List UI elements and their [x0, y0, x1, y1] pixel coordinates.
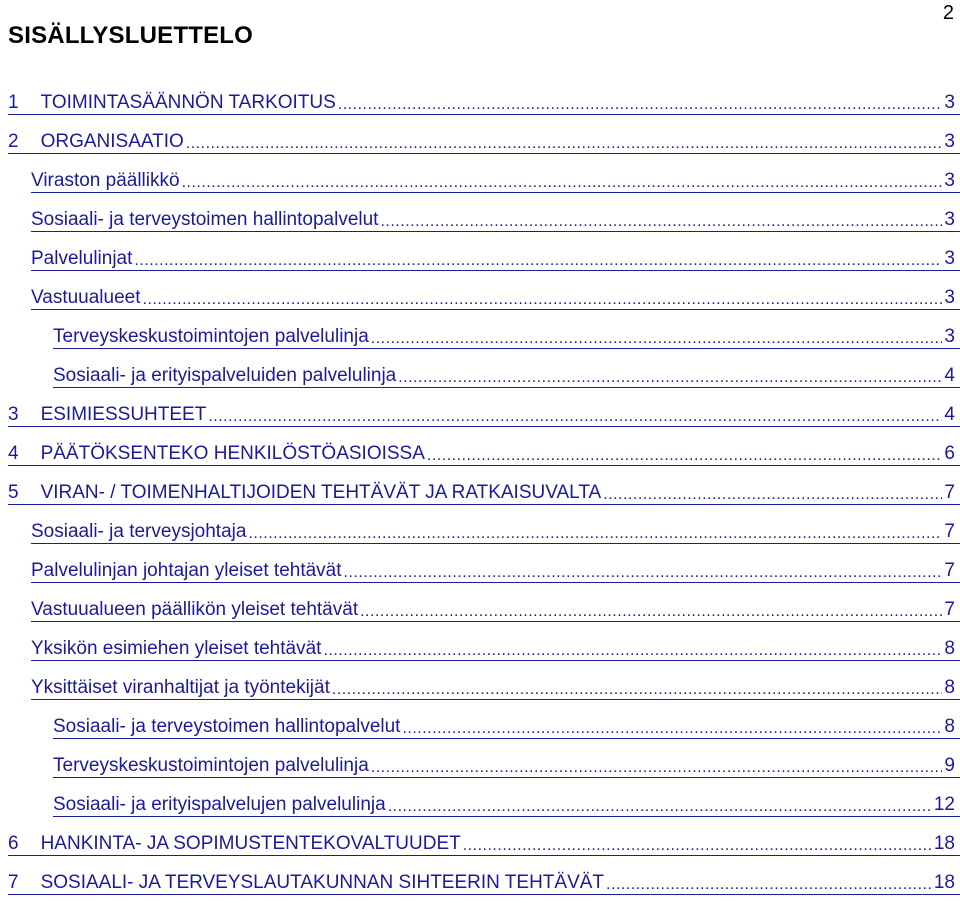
toc-entry-link[interactable]: [31, 560, 960, 583]
toc-entry-leader: [371, 330, 943, 348]
toc-entry[interactable]: [0, 513, 960, 552]
toc-entry[interactable]: [0, 864, 960, 903]
toc-entry-page: 8: [944, 638, 955, 659]
toc-entry-text: Vastuualueet: [31, 287, 141, 308]
toc-entry[interactable]: [0, 279, 960, 318]
page-number: 2: [942, 2, 954, 24]
toc-entry-text: Sosiaali- ja terveystoimen hallintopalvelut: [53, 716, 401, 737]
toc-entry[interactable]: [0, 786, 960, 825]
toc-entry-text: Yksikön esimiehen yleiset tehtävät: [31, 638, 322, 659]
toc-entry-link[interactable]: [53, 365, 960, 388]
toc-entry-page: 7: [944, 521, 955, 542]
toc-entry[interactable]: [0, 201, 960, 240]
toc-entry-page: 7: [944, 599, 955, 620]
toc-entry-leader: [606, 876, 932, 894]
toc-entry[interactable]: [0, 474, 960, 513]
toc-entry-text: SOSIAALI- JA TERVEYSLAUTAKUNNAN SIHTEERIN TEHTÄVÄT: [40, 872, 605, 893]
toc-entry-link[interactable]: [31, 287, 960, 310]
toc-entry-text: Palvelulinjat: [31, 248, 133, 269]
toc-entry-leader: [323, 642, 942, 660]
toc-entry-leader: [143, 291, 943, 309]
toc-entry-link[interactable]: [8, 404, 960, 427]
toc-entry-link[interactable]: [8, 131, 960, 154]
toc-entry-leader: [338, 96, 943, 114]
toc-entry-leader: [463, 837, 932, 855]
toc-entry-number: 2: [8, 131, 19, 152]
toc-entry[interactable]: [0, 747, 960, 786]
toc-entry[interactable]: [0, 591, 960, 630]
toc-entry-text: HANKINTA- JA SOPIMUSTENTEKOVALTUUDET: [40, 833, 461, 854]
toc-entry-link[interactable]: [8, 443, 960, 466]
toc-entry-page: 4: [944, 404, 955, 425]
toc-entry-number: 7: [8, 872, 19, 893]
toc-entry-link[interactable]: [31, 248, 960, 271]
toc-entry-link[interactable]: [8, 482, 960, 505]
toc-entry-text: Palvelulinjan johtajan yleiset tehtävät: [31, 560, 342, 581]
toc-entry[interactable]: [0, 669, 960, 708]
toc-entry-page: 3: [944, 209, 955, 230]
toc-entry-link[interactable]: [8, 833, 960, 856]
toc-entry-page: 18: [933, 872, 955, 893]
toc-entry[interactable]: [0, 552, 960, 591]
toc-entry[interactable]: [0, 84, 960, 123]
toc-entry-page: 8: [944, 716, 955, 737]
toc-entry[interactable]: [0, 357, 960, 396]
toc-entry-leader: [332, 681, 943, 699]
toc-entry-page: 4: [944, 365, 955, 386]
toc-entry-text: ORGANISAATIO: [40, 131, 184, 152]
toc-entry-page: 3: [944, 170, 955, 191]
toc-entry-link[interactable]: [53, 716, 960, 739]
toc-entry-page: 3: [944, 287, 955, 308]
toc-entry-number: 4: [8, 443, 19, 464]
toc-entry-page: 12: [933, 794, 955, 815]
toc-entry-number: 6: [8, 833, 19, 854]
toc-entry-page: 3: [944, 92, 955, 113]
toc-entry[interactable]: [0, 240, 960, 279]
toc-entry-text: Viraston päällikkö: [31, 170, 180, 191]
toc-entry-link[interactable]: [31, 521, 960, 544]
toc-entry-leader: [248, 525, 942, 543]
toc-entry-page: 7: [944, 560, 955, 581]
toc-entry[interactable]: [0, 318, 960, 357]
toc-entry-link[interactable]: [53, 794, 960, 817]
toc-entry-number: 3: [8, 404, 19, 425]
toc-entry-text: Terveyskeskustoimintojen palvelulinja: [53, 755, 369, 776]
toc-entry-page: 8: [944, 677, 955, 698]
toc-entry-page: 3: [944, 131, 955, 152]
toc-entry-text: Yksittäiset viranhaltijat ja työntekijät: [31, 677, 330, 698]
toc-entry-page: 18: [933, 833, 955, 854]
toc-entry[interactable]: [0, 162, 960, 201]
toc-entry[interactable]: [0, 825, 960, 864]
toc-title: SISÄLLYSLUETTELO: [8, 22, 254, 49]
toc-entry-page: 6: [944, 443, 955, 464]
toc-entry-link[interactable]: [31, 677, 960, 700]
toc-entry-text: Sosiaali- ja erityispalvelujen palvelulinja: [53, 794, 386, 815]
toc-entry-link[interactable]: [8, 92, 960, 115]
toc-entry-leader: [427, 447, 943, 465]
toc-entry-number: 1: [8, 92, 19, 113]
toc-entry-leader: [208, 408, 942, 426]
toc-entry-leader: [603, 486, 942, 504]
toc-entry-text: Sosiaali- ja erityispalveluiden palvelulinja: [53, 365, 397, 386]
toc-entry-page: 3: [944, 248, 955, 269]
toc-entry-text: TOIMINTASÄÄNNÖN TARKOITUS: [40, 92, 336, 113]
toc-entry[interactable]: [0, 630, 960, 669]
toc-entry-text: PÄÄTÖKSENTEKO HENKILÖSTÖASIOISSA: [40, 443, 425, 464]
toc-entry-link[interactable]: [8, 872, 960, 895]
toc-entry-leader: [360, 603, 942, 621]
toc-entry-page: 9: [944, 755, 955, 776]
toc-entry-number: 5: [8, 482, 19, 503]
toc-entry-text: VIRAN- / TOIMENHALTIJOIDEN TEHTÄVÄT JA RATKAISUVALTA: [40, 482, 602, 503]
toc-entry[interactable]: [0, 123, 960, 162]
toc-entry-leader: [388, 798, 932, 816]
toc-entry-text: Terveyskeskustoimintojen palvelulinja: [53, 326, 369, 347]
toc-entry-leader: [398, 369, 942, 387]
toc-entry-link[interactable]: [31, 638, 960, 661]
toc-entry-leader: [134, 252, 942, 270]
toc-entry-link[interactable]: [31, 599, 960, 622]
toc-entry-text: Sosiaali- ja terveystoimen hallintopalvelut: [31, 209, 379, 230]
toc-entry-text: Vastuualueen päällikön yleiset tehtävät: [31, 599, 359, 620]
toc-entry[interactable]: [0, 708, 960, 747]
toc-entry[interactable]: [0, 396, 960, 435]
toc-entry-page: 3: [944, 326, 955, 347]
toc-entry-text: ESIMIESSUHTEET: [40, 404, 207, 425]
toc-entry-leader: [186, 135, 943, 153]
table-of-contents: [0, 84, 960, 903]
toc-entry-link[interactable]: [53, 755, 960, 778]
toc-entry-leader: [371, 759, 943, 777]
toc-entry-link[interactable]: [53, 326, 960, 349]
toc-entry[interactable]: [0, 435, 960, 474]
toc-entry-leader: [182, 174, 943, 192]
toc-entry-leader: [380, 213, 942, 231]
toc-entry-leader: [402, 720, 942, 738]
toc-entry-link[interactable]: [31, 209, 960, 232]
toc-entry-link[interactable]: [31, 170, 960, 193]
toc-entry-page: 7: [944, 482, 955, 503]
toc-entry-leader: [344, 564, 943, 582]
toc-entry-text: Sosiaali- ja terveysjohtaja: [31, 521, 247, 542]
